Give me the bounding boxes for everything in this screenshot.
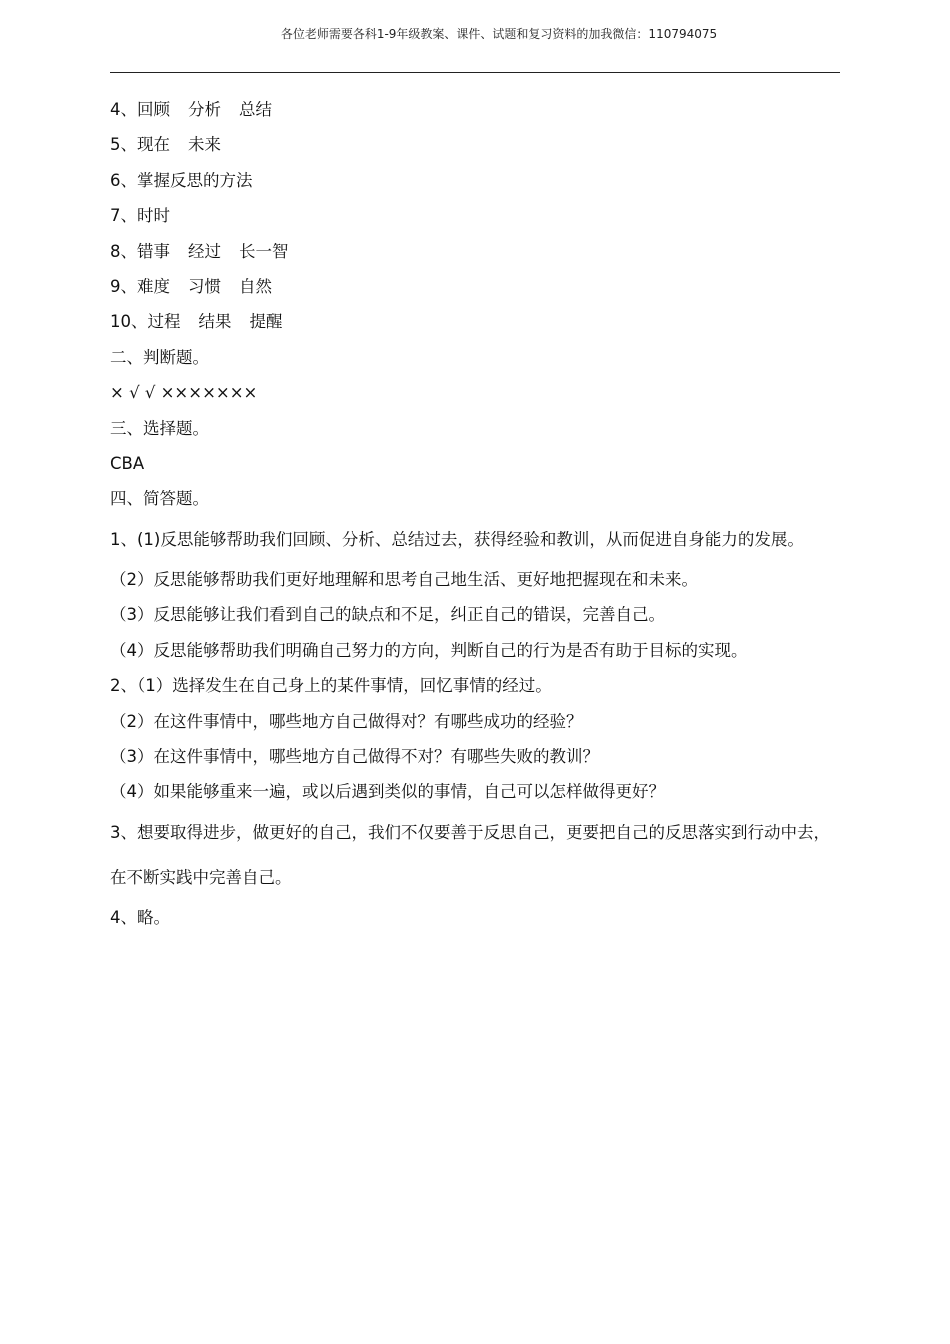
answer-content (110, 92, 845, 935)
fill-blank-answer-9: 9、难度 习惯 自然 (110, 277, 272, 297)
fill-blank-answer-10: 10、过程 结果 提醒 (110, 312, 283, 332)
header-divider (110, 72, 840, 73)
short-answer-2-part-3: （3）在这件事情中，哪些地方自己做得不对？有哪些失败的教训？ (110, 746, 599, 766)
short-answer-2-part-2: （2）在这件事情中，哪些地方自己做得对？有哪些成功的经验？ (110, 711, 583, 731)
short-answer-1-part-1: 1、(1)反思能够帮助我们回顾、分析、总结过去，获得经验和教训，从而促进自身能力的发展。 (110, 529, 804, 549)
fill-blank-answer-6: 6、掌握反思的方法 (110, 170, 253, 190)
short-answer-1-part-3: （3）反思能够让我们看到自己的缺点和不足，纠正自己的错误，完善自己。 (110, 605, 665, 625)
fill-blank-answer-5: 5、现在 未来 (110, 135, 221, 155)
judgement-answer: × √ √ ××××××× (110, 383, 258, 403)
fill-blank-answer-4: 4、回顾 分析 总结 (110, 100, 272, 119)
short-answer-heading: 四、简答题。 (110, 489, 209, 509)
choice-answer: CBA (110, 454, 145, 474)
page-header: 各位老师需要各科1-9年级教案、课件、试题和复习资料的加我微信：110794075 (280, 27, 718, 41)
short-answer-1-part-4: （4）反思能够帮助我们明确自己努力的方向，判断自己的行为是否有助于目标的实现。 (110, 640, 748, 660)
fill-blank-answer-7: 7、时时 (110, 206, 170, 226)
choice-heading: 三、选择题。 (110, 418, 209, 438)
short-answer-3: 3、想要取得进步，做更好的自己，我们不仅要善于反思自己，更要把自己的反思落实到行动中去，在不断实践中完善自己。 (110, 822, 830, 887)
short-answer-2-part-1: 2、（1）选择发生在自己身上的某件事情，回忆事情的经过。 (110, 676, 552, 696)
short-answer-4: 4、略。 (110, 907, 170, 927)
short-answer-2-part-4: （4）如果能够重来一遍，或以后遇到类似的事情，自己可以怎样做得更好？ (110, 782, 665, 802)
judgement-heading: 二、判断题。 (110, 347, 209, 367)
fill-blank-answer-8: 8、错事 经过 长一智 (110, 241, 289, 261)
short-answer-1-part-2: （2）反思能够帮助我们更好地理解和思考自己地生活、更好地把握现在和未来。 (110, 569, 698, 589)
